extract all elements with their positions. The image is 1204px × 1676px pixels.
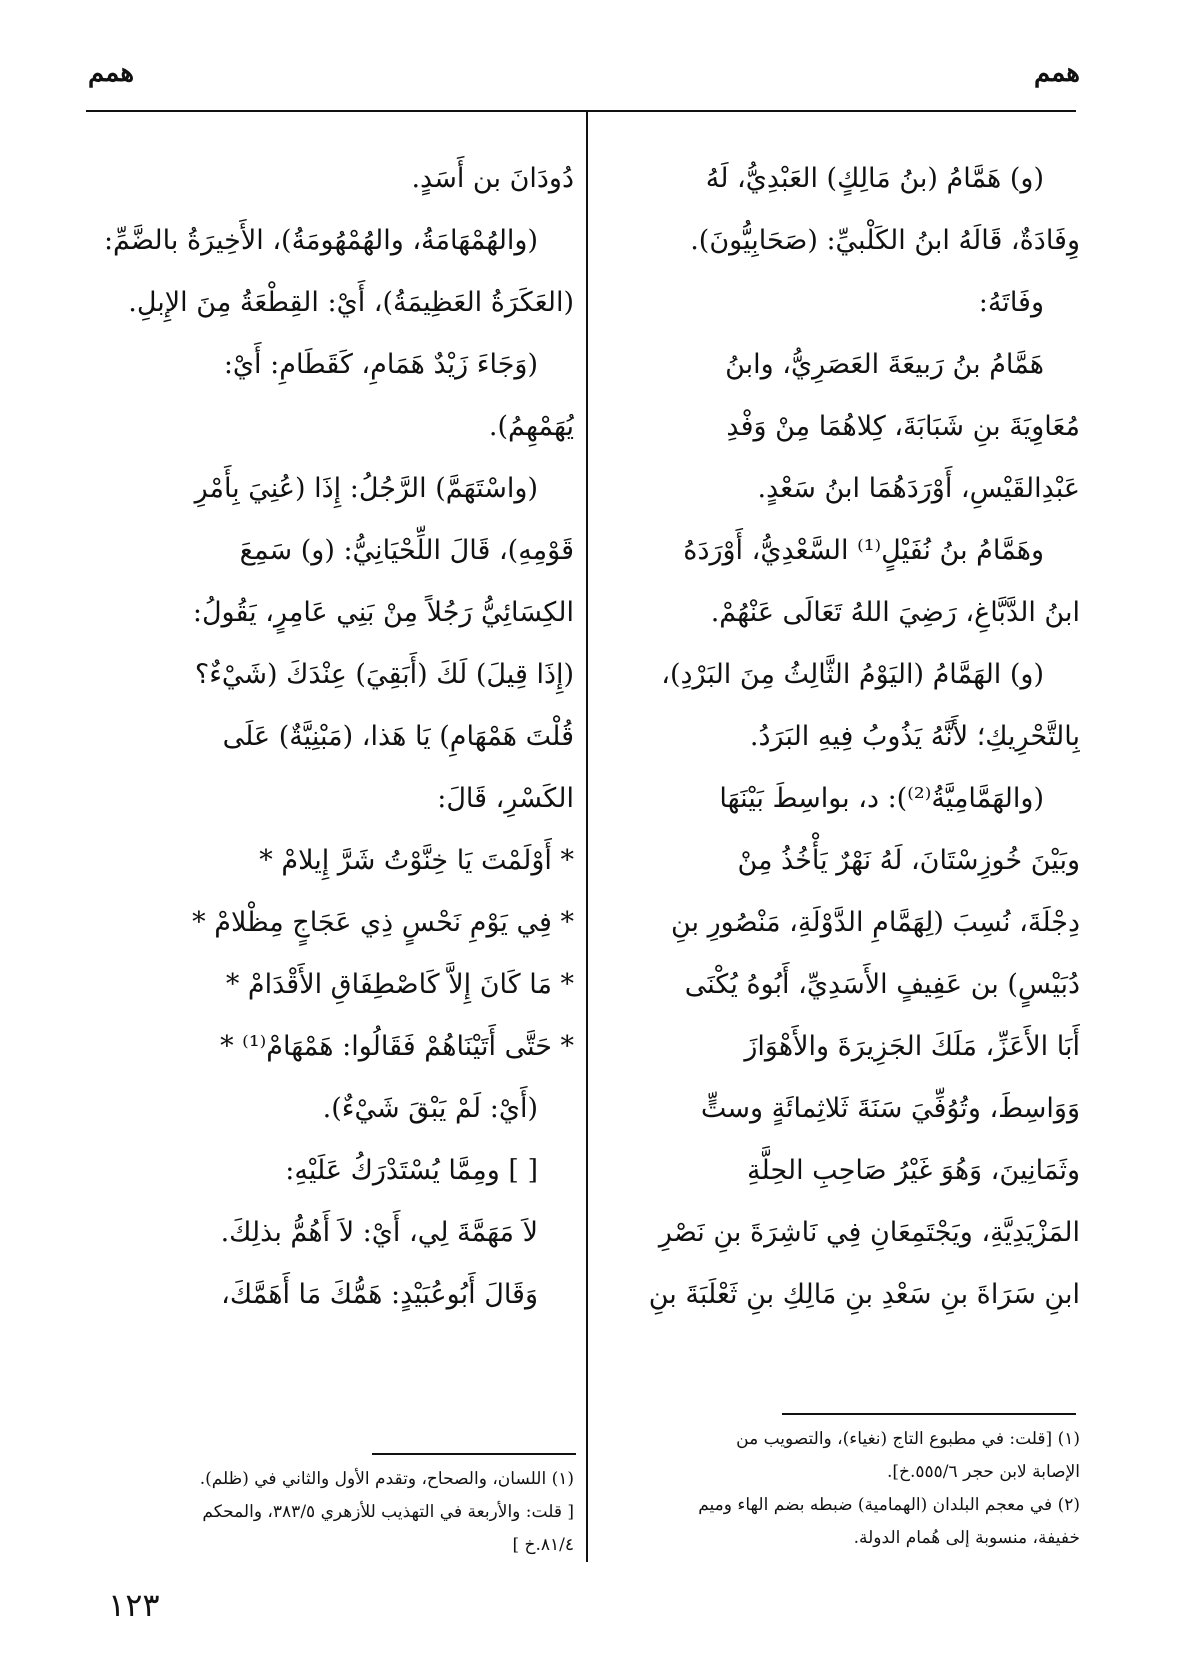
text-line: وثَمَانِينَ، وَهُوَ غَيْرُ صَاحِبِ الحِلَّةِ bbox=[747, 1155, 1080, 1186]
text-line: هَمَّامُ بنُ رَبيعَةَ العَصَرِيُّ، وابنُ bbox=[725, 349, 1044, 380]
text-line: (وَجَاءَ زَيْدٌ هَمَامِ، كَقَطَامِ: أَيْ: bbox=[223, 349, 538, 380]
footnote-line: (٢) في معجم البلدان (الهمامية) ضبطه بضم الهاء وميم bbox=[698, 1495, 1080, 1515]
text-line: دُبَيْسٍ) بن عَفِيفٍ الأَسَدِيِّ، أَبُوهُ يُكْنَى bbox=[684, 969, 1080, 1000]
text-line: الكَسْرِ، قَالَ: bbox=[437, 783, 574, 814]
text-line: المَزْيَدِيَّةِ، ويَجْتَمِعَانِ فِي نَاشِرَةَ بنِ نَصْرِ bbox=[658, 1217, 1080, 1248]
text-line: (والهُمْهَامَةُ، والهُمْهُومَةُ)، الأَخِيرَةُ بالضَّمِّ: bbox=[104, 225, 538, 256]
footnote-line: (١) [قلت: في مطبوع التاج (نغياء)، والتصويب من bbox=[736, 1429, 1080, 1449]
text-line: يُهَمْهِمُ). bbox=[488, 411, 574, 442]
footnote-line: ٨١/٤.خ ] bbox=[512, 1535, 574, 1555]
text-line: (و) هَمَّامُ (بنُ مَالِكٍ) العَبْدِيُّ، لَهُ bbox=[705, 163, 1044, 194]
footnote-line: الإصابة لابن حجر ٥٥٥/٦.خ]. bbox=[886, 1462, 1080, 1482]
text-line: [ ] ومِمَّا يُسْتَدْرَكُ عَلَيْهِ: bbox=[285, 1155, 538, 1186]
text-line: دُودَانَ بن أَسَدٍ. bbox=[411, 163, 574, 194]
text-line: لاَ مَهَمَّةَ لِي، أَيْ: لاَ أَهُمُّ بذلِكَ. bbox=[220, 1217, 538, 1248]
text-line: (والهَمَّامِيَّةُ⁽²⁾): د، بواسِطَ بَيْنَهَا bbox=[719, 783, 1044, 814]
text-line: وبَيْنَ خُوزِسْتَانَ، لَهُ نَهْرٌ يَأْخُذُ مِنْ bbox=[737, 845, 1080, 876]
running-head-right: همم bbox=[1033, 58, 1080, 88]
footnote-rule-left bbox=[372, 1453, 576, 1455]
text-line: قَوْمِهِ)، قَالَ اللِّحْيَانِيُّ: (و) سَمِعَ bbox=[239, 535, 574, 566]
right-column bbox=[624, 148, 1080, 1326]
header-rule bbox=[86, 110, 1076, 112]
text-line: أَبَا الأَعَزِّ، مَلَكَ الجَزِيرَةَ والأَهْوَازَ bbox=[744, 1031, 1080, 1062]
text-line: وهَمَّامُ بنُ نُفَيْلٍ⁽¹⁾ السَّعْدِيُّ، أَوْرَدَهُ bbox=[683, 535, 1044, 566]
footnotes-left bbox=[102, 1463, 574, 1562]
footnotes-right bbox=[620, 1423, 1080, 1555]
text-line: دِجْلَةَ، نُسِبَ (لِهَمَّامِ الدَّوْلَةِ، مَنْصُورِ بنِ bbox=[670, 907, 1080, 938]
column-divider bbox=[586, 112, 588, 1562]
text-line: وَقَالَ أَبُوعُبَيْدٍ: هَمُّكَ مَا أَهَمَّكَ، bbox=[221, 1279, 538, 1310]
text-line: وِفَادَةٌ، قَالَهُ ابنُ الكَلْبيِّ: (صَحَابِيُّونَ). bbox=[690, 225, 1080, 256]
footnote-line: (١) اللسان، والصحاح، وتقدم الأول والثاني في (ظلم). bbox=[199, 1469, 574, 1489]
running-head-left: همم bbox=[88, 58, 135, 88]
poem-verse: * فِي يَوْمِ نَحْسٍ ذِي عَجَاجٍ مِظْلامْ * bbox=[192, 907, 574, 938]
text-line: (و) الهَمَّامُ (اليَوْمُ الثَّالِثُ مِنَ البَرْدِ)، bbox=[661, 659, 1044, 690]
poem-verse: * مَا كَانَ إِلاَّ كَاصْطِفَاقِ الأَقْدَامْ * bbox=[225, 969, 574, 1000]
poem-verse: * حَتَّى أَتَيْنَاهُمْ فَقَالُوا: هَمْهَامْ⁽¹⁾ * bbox=[220, 1031, 574, 1062]
text-line: (إِذَا قِيلَ) لَكَ (أَبَقِيَ) عِنْدَكَ (شَيْءٌ؟ bbox=[194, 659, 574, 690]
page-number: ١٢٣ bbox=[108, 1586, 160, 1624]
text-line: عَبْدِالقَيْسِ، أَوْرَدَهُمَا ابنُ سَعْدٍ. bbox=[757, 473, 1080, 504]
text-line: وَوَاسِطَ، وتُوُفِّيَ سَنَةَ ثَلاثِمائَةٍ وستٍّ bbox=[700, 1093, 1080, 1124]
text-line: بِالتَّحْرِيكِ؛ لأَنَّهُ يَذُوبُ فِيهِ البَرَدُ. bbox=[749, 721, 1080, 752]
text-line: وفَاتَهُ: bbox=[978, 287, 1044, 318]
footnote-line: خفيفة، منسوبة إلى هُمام الدولة. bbox=[853, 1528, 1080, 1548]
text-line: (العَكَرَةُ العَظِيمَةُ)، أَيْ: القِطْعَةُ مِنَ الإِبلِ. bbox=[128, 287, 574, 318]
text-line: (واسْتَهَمَّ) الرَّجُلُ: إِذَا (عُنِيَ بِأَمْرِ bbox=[194, 473, 538, 504]
text-line: الكِسَائِيُّ رَجُلاً مِنْ بَنِي عَامِرٍ، يَقُولُ: bbox=[192, 597, 574, 628]
footnote-line: [ قلت: والأربعة في التهذيب للأزهري ٣٨٣/٥، والمحكم bbox=[202, 1502, 574, 1522]
text-line: (أَيْ: لَمْ يَبْقَ شَيْءٌ). bbox=[322, 1093, 538, 1124]
footnote-rule-right bbox=[782, 1413, 1076, 1415]
poem-verse: * أَوْلَمْتَ يَا خِنَّوْتُ شَرَّ إِيلامْ * bbox=[259, 845, 574, 876]
left-column bbox=[104, 148, 574, 1326]
text-line: ابنِ سَرَاةَ بنِ سَعْدِ بنِ مَالِكِ بنِ ثَعْلَبَةَ بنِ bbox=[648, 1279, 1080, 1310]
text-line: مُعَاوِيَةَ بنِ شَبَابَةَ، كِلاهُمَا مِنْ وَفْدِ bbox=[726, 411, 1080, 442]
text-line: قُلْتَ هَمْهَامِ) يَا هَذا، (مَبْنِيَّةٌ) عَلَى bbox=[222, 721, 574, 752]
text-line: ابنُ الدَّبَّاغِ، رَضِيَ اللهُ تَعَالَى عَنْهُمْ. bbox=[710, 597, 1080, 628]
